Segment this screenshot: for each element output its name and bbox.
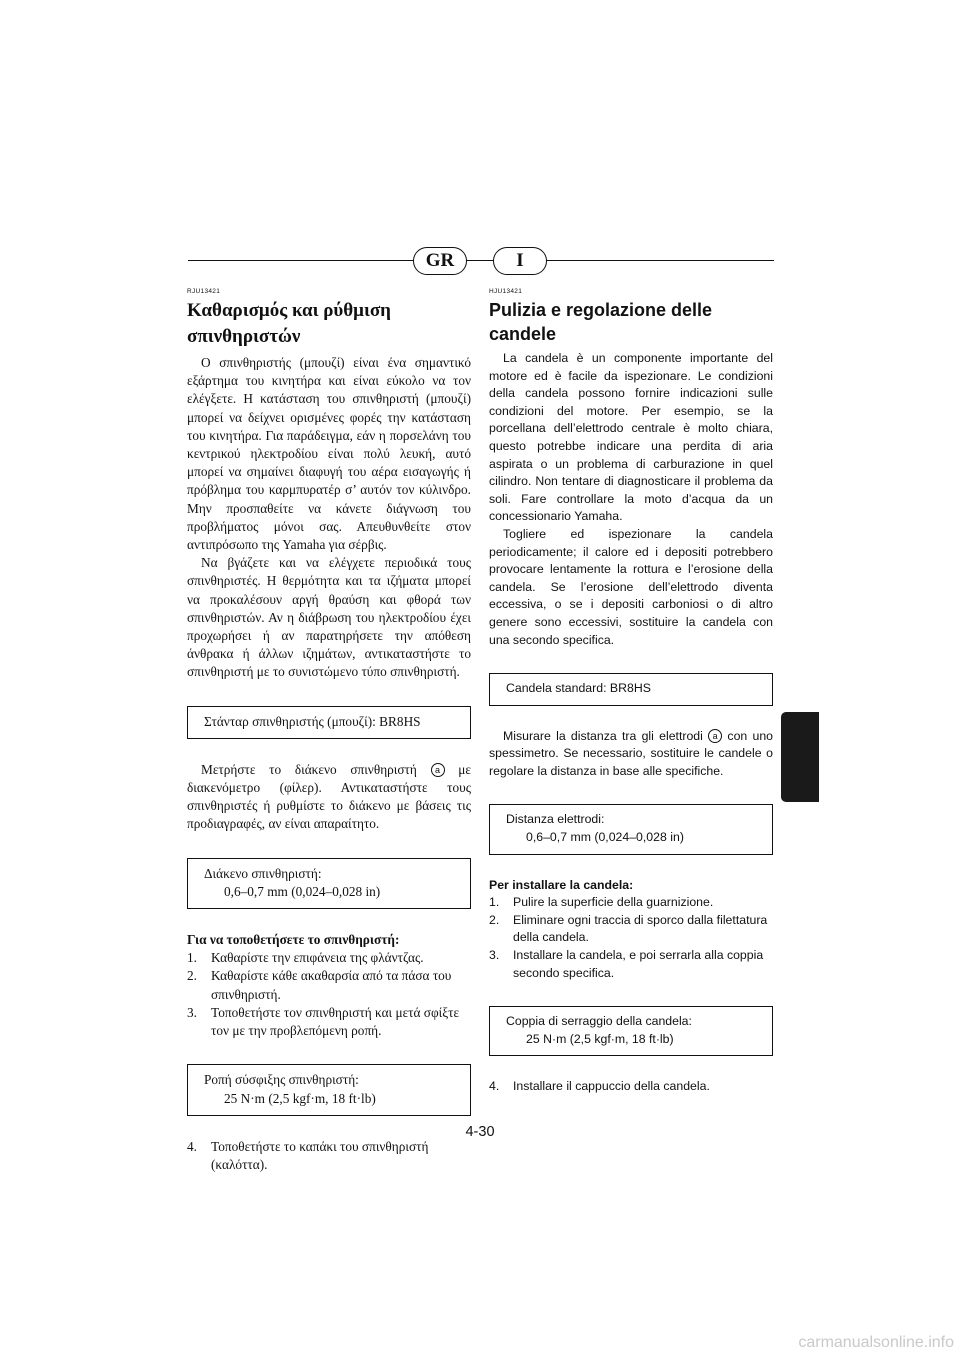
section-code: RJU13421 [187, 288, 221, 295]
install-steps [187, 949, 471, 1040]
install-steps-final [489, 1078, 773, 1096]
watermark: carmanualsonline.info [798, 1334, 954, 1351]
spec-torque-label: Ροπή σύσφιξης σπινθηριστή: [204, 1072, 359, 1088]
language-header [188, 247, 774, 275]
spec-gap-value: 0,6–0,7 mm (0,024–0,028 in) [224, 883, 381, 899]
spec-box-standard-plug [187, 706, 471, 739]
spec-box-torque [187, 1064, 471, 1115]
install-heading: Per installare la candela: [489, 877, 634, 892]
callout-a-marker: a [431, 763, 445, 777]
paragraph-inspection: Να βγάζετε και να ελέγχετε περιοδικά τους σπινθηριστές. Η θερμότητα και τα ιζήματα μπορεί να προκαλέσουν αργή θραύση και φθορά των σπινθηριστών. Αν η διάβρωση του ηλεκτροδίου έχει προχωρήσει ή αν παρατηρήσετε την απόθεση άνθρακα ή άλλων ιζημάτων, αντικαταστήστε το σπινθηριστή με το συνιστώμενο τύπο σπινθηριστή. [187, 555, 471, 680]
list-item: 1. Pulire la superficie della guarnizione. [489, 895, 714, 910]
language-tag-greek: GR [413, 247, 467, 275]
section-title [187, 298, 471, 350]
section-code: HJU13421 [489, 288, 523, 295]
italian-column [489, 287, 773, 1096]
section-title-line2: σπινθηριστών [187, 326, 301, 347]
install-steps [489, 894, 773, 982]
spec-torque-value: 25 N·m (2,5 kgf·m, 18 ft·lb) [526, 1031, 674, 1046]
paragraph-intro: Ο σπινθηριστής (μπουζί) είναι ένα σημαντικό εξάρτημα του κινητήρα και είναι εύκολο να τον ελέγξετε. Η κατάσταση του σπινθηριστή (μπουζί) μπορεί να δείχνει ορισμένες φορές την κατάσταση του κινητήρα. Για παράδειγμα, εάν η πορσελάνη του κεντρικού ηλεκτροδίου είναι πολύ λευκή, αυτό μπορεί να σημαίνει διαφυγή του αέρα εισαγωγής ή πρόβλημα του καρμπυρατέρ σ’ αυτόν τον κύλινδρο. Μην προσπαθείτε να κάνετε διάγνωση του προβλήματος μόνοι σας. Απευθυνθείτε στον αντιπρόσωπο της Yamaha για σέρβις. [187, 355, 471, 553]
greek-column [187, 287, 471, 1174]
header-rule [188, 260, 774, 261]
language-tag-italian: I [493, 247, 547, 275]
spec-gap-value: 0,6–0,7 mm (0,024–0,028 in) [526, 830, 684, 845]
spec-box-standard-plug [489, 673, 773, 706]
spec-box-gap [187, 858, 471, 909]
paragraph-gap: Misurare la distanza tra gli elettrodi a con uno spessimetro. Se necessario, sostituire le candele o regolare la distanza in base alle specifiche. [489, 728, 774, 778]
section-title [489, 298, 773, 346]
list-item: 4. Installare il cappuccio della candela. [489, 1079, 710, 1094]
callout-a-marker: a [708, 729, 722, 743]
list-item: 4. Τοποθετήστε το καπάκι του σπινθηριστή (καλόττα). [187, 1138, 429, 1172]
spec-box-torque [489, 1006, 773, 1056]
list-item: 2. Καθαρίστε κάθε ακαθαρσία από τα πάσα του σπινθηριστή. [187, 968, 452, 1002]
spec-gap-label: Distanza elettrodi: [506, 812, 605, 827]
section-title-line2: candele [489, 324, 557, 344]
list-item: 1. Καθαρίστε την επιφάνεια της φλάντζας. [187, 950, 424, 966]
paragraph-intro: La candela è un componente importante del motore ed è facile da ispezionare. Le condizioni della candela possono fornire indicazioni sulle condizioni del motore. Per esempio, se la porcellana dell’elettrodo centrale è molto chiara, questo potrebbe indicare una perdita di aria aspirata o un problema di carburazione in quel cilindro. Non tentare di diagnosticare il problema da soli. Fare controllare la moto d’acqua da un concessionario Yamaha. [489, 351, 773, 524]
spec-gap-label: Διάκενο σπινθηριστή: [204, 865, 322, 881]
install-steps-final [187, 1138, 471, 1174]
spec-torque-value: 25 N·m (2,5 kgf·m, 18 ft·lb) [224, 1090, 376, 1106]
section-title-line1: Καθαρισμός και ρύθμιση [187, 300, 391, 321]
paragraph-inspection: Togliere ed ispezionare la candela periodicamente; il calore ed i depositi potrebbero provocare lentamente la rottura e l’erosione della candela. Se l’erosione dell’elettrodo diventa eccessiva, o se i depositi carboniosi o di altro genere sono eccessivi, sostituire la candela con una secondo specifica. [489, 526, 773, 647]
list-item: 2. Eliminare ogni traccia di sporco dalla filettatura della candela. [489, 912, 768, 945]
section-title-line1: Pulizia e regolazione delle [489, 300, 713, 320]
list-item: 3. Τοποθετήστε τον σπινθηριστή και μετά σφίξτε τον με την προβλεπόμενη ροπή. [187, 1004, 460, 1039]
spec-standard-plug: Candela standard: BR8HS [506, 681, 651, 696]
chapter-thumb-tab [781, 712, 819, 802]
spec-standard-plug: Στάνταρ σπινθηριστής (μπουζί): BR8HS [204, 713, 421, 729]
list-item: 3. Installare la candela, e poi serrarla alla coppia secondo specifica. [489, 948, 764, 980]
page-number: 4-30 [465, 1124, 495, 1140]
install-heading: Για να τοποθετήσετε το σπινθηριστή: [187, 932, 400, 948]
spec-box-gap [489, 804, 773, 854]
spec-torque-label: Coppia di serraggio della candela: [506, 1014, 692, 1029]
paragraph-gap: Μετρήστε το διάκενο σπινθηριστή a με διακενόμετρο (φίλερ). Αντικαταστήστε τους σπινθηριστές ή ρυθμίστε το διάκενο με βάσεις τις προδιαγραφές, αν είναι απαραίτητο. [187, 761, 472, 832]
